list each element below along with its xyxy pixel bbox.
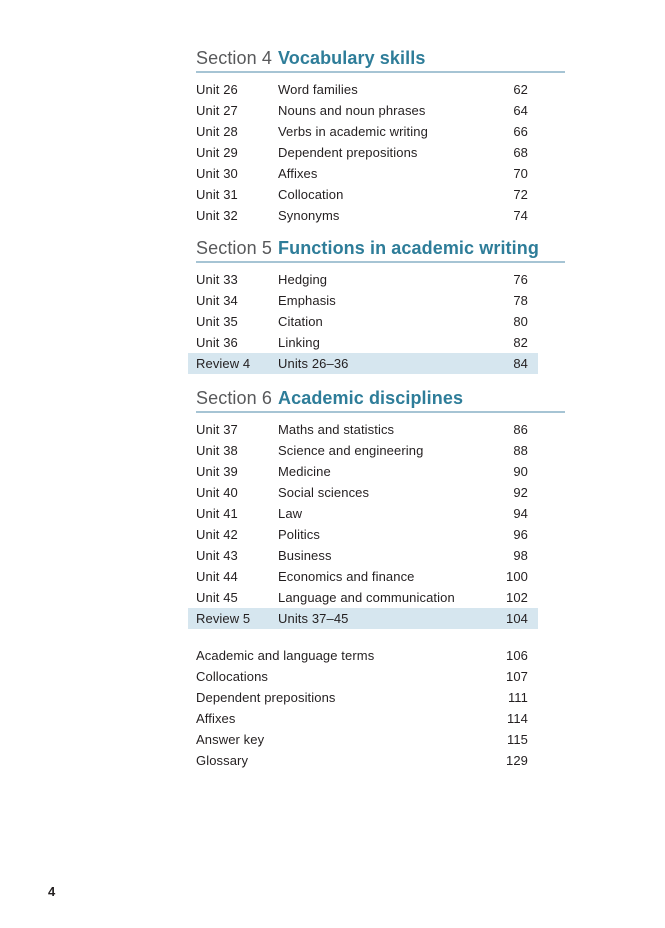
toc-row [188, 100, 538, 121]
row-title: Economics and finance [278, 569, 415, 584]
section-title: Academic disciplines [278, 388, 464, 408]
row-unit-label: Unit 30 [196, 166, 238, 181]
section-rows [196, 413, 565, 629]
section-label: Section 6 [196, 388, 272, 408]
row-page-number: 74 [513, 208, 528, 223]
row-title: Nouns and noun phrases [278, 103, 426, 118]
toc-row [188, 311, 538, 332]
toc-row [188, 163, 538, 184]
row-page-number: 92 [513, 485, 528, 500]
section-title: Vocabulary skills [278, 48, 426, 68]
row-unit-label: Unit 42 [196, 527, 238, 542]
section-label: Section 5 [196, 238, 272, 258]
row-page-number: 115 [506, 732, 528, 747]
row-page-number: 68 [513, 145, 528, 160]
sections-container [196, 48, 565, 629]
row-page-number: 94 [513, 506, 528, 521]
toc-row [188, 566, 538, 587]
row-unit-label: Review 5 [196, 611, 251, 626]
row-unit-label: Unit 29 [196, 145, 238, 160]
row-page-number: 111 [507, 690, 528, 705]
row-title: Maths and statistics [278, 422, 395, 437]
toc-row [188, 269, 538, 290]
section-rows [196, 263, 565, 374]
end-matter-row [188, 645, 538, 666]
row-page-number: 82 [513, 335, 528, 350]
toc-row [188, 482, 538, 503]
row-page-number: 98 [513, 548, 528, 563]
row-unit-label: Unit 38 [196, 443, 238, 458]
row-unit-label: Unit 41 [196, 506, 238, 521]
toc-row [188, 545, 538, 566]
row-page-number: 90 [513, 464, 528, 479]
row-title: Language and communication [278, 590, 455, 605]
row-page-number: 78 [513, 293, 528, 308]
row-unit-label: Unit 35 [196, 314, 238, 329]
row-page-number: 107 [506, 669, 528, 684]
row-page-number: 80 [513, 314, 528, 329]
toc-section [196, 48, 565, 226]
toc-row [188, 587, 538, 608]
row-unit-label: Unit 36 [196, 335, 238, 350]
end-matter-list [196, 645, 565, 771]
row-title: Answer key [196, 732, 265, 747]
row-page-number: 102 [506, 590, 528, 605]
row-title: Affixes [278, 166, 318, 181]
row-unit-label: Unit 28 [196, 124, 238, 139]
row-page-number: 66 [513, 124, 528, 139]
row-unit-label: Unit 43 [196, 548, 238, 563]
row-title: Dependent prepositions [278, 145, 418, 160]
row-title: Medicine [278, 464, 331, 479]
table-of-contents [196, 0, 565, 771]
row-unit-label: Unit 33 [196, 272, 238, 287]
toc-row [188, 419, 538, 440]
row-unit-label: Review 4 [196, 356, 251, 371]
row-title: Law [278, 506, 303, 521]
row-page-number: 64 [513, 103, 528, 118]
row-title: Academic and language terms [196, 648, 375, 663]
end-matter-row [188, 750, 538, 771]
toc-section [196, 238, 565, 374]
end-matter-row [188, 666, 538, 687]
row-title: Affixes [196, 711, 236, 726]
row-page-number: 76 [513, 272, 528, 287]
row-title: Social sciences [278, 485, 370, 500]
end-matter-row [188, 729, 538, 750]
page-number: 4 [48, 884, 56, 899]
row-unit-label: Unit 26 [196, 82, 238, 97]
toc-row [188, 524, 538, 545]
row-page-number: 70 [513, 166, 528, 181]
row-title: Glossary [196, 753, 249, 768]
row-unit-label: Unit 37 [196, 422, 238, 437]
row-unit-label: Unit 40 [196, 485, 238, 500]
row-page-number: 84 [513, 356, 528, 371]
toc-row [188, 205, 538, 226]
row-unit-label: Unit 44 [196, 569, 238, 584]
row-title: Politics [278, 527, 320, 542]
row-unit-label: Unit 45 [196, 590, 238, 605]
section-heading [196, 388, 565, 408]
end-matter-row [188, 708, 538, 729]
toc-row [188, 608, 538, 629]
row-page-number: 96 [513, 527, 528, 542]
section-heading [196, 48, 565, 68]
toc-row [188, 503, 538, 524]
row-page-number: 72 [513, 187, 528, 202]
row-title: Citation [278, 314, 323, 329]
row-title: Dependent prepositions [196, 690, 336, 705]
row-title: Collocation [278, 187, 344, 202]
toc-row [188, 142, 538, 163]
row-title: Emphasis [278, 293, 336, 308]
row-unit-label: Unit 34 [196, 293, 238, 308]
toc-row [188, 440, 538, 461]
row-unit-label: Unit 39 [196, 464, 238, 479]
row-page-number: 129 [506, 753, 528, 768]
section-heading [196, 238, 565, 258]
section-title: Functions in academic writing [278, 238, 539, 258]
end-matter-row [188, 687, 538, 708]
toc-row [188, 121, 538, 142]
row-title: Word families [278, 82, 358, 97]
row-page-number: 62 [513, 82, 528, 97]
row-title: Collocations [196, 669, 269, 684]
row-title: Business [278, 548, 332, 563]
toc-row [188, 79, 538, 100]
row-unit-label: Unit 31 [196, 187, 238, 202]
row-page-number: 114 [506, 711, 528, 726]
section-label: Section 4 [196, 48, 272, 68]
row-page-number: 106 [506, 648, 528, 663]
row-title: Linking [278, 335, 320, 350]
row-page-number: 86 [513, 422, 528, 437]
row-title: Synonyms [278, 208, 340, 223]
row-unit-label: Unit 32 [196, 208, 238, 223]
toc-row [188, 461, 538, 482]
toc-row [188, 353, 538, 374]
row-title: Hedging [278, 272, 328, 287]
row-page-number: 100 [506, 569, 528, 584]
section-rows [196, 73, 565, 226]
row-page-number: 104 [506, 611, 528, 626]
row-title: Units 26–36 [278, 356, 349, 371]
row-title: Verbs in academic writing [278, 124, 428, 139]
toc-row [188, 332, 538, 353]
toc-row [188, 290, 538, 311]
row-title: Units 37–45 [278, 611, 349, 626]
toc-row [188, 184, 538, 205]
toc-section [196, 388, 565, 629]
row-unit-label: Unit 27 [196, 103, 238, 118]
row-title: Science and engineering [278, 443, 424, 458]
row-page-number: 88 [513, 443, 528, 458]
